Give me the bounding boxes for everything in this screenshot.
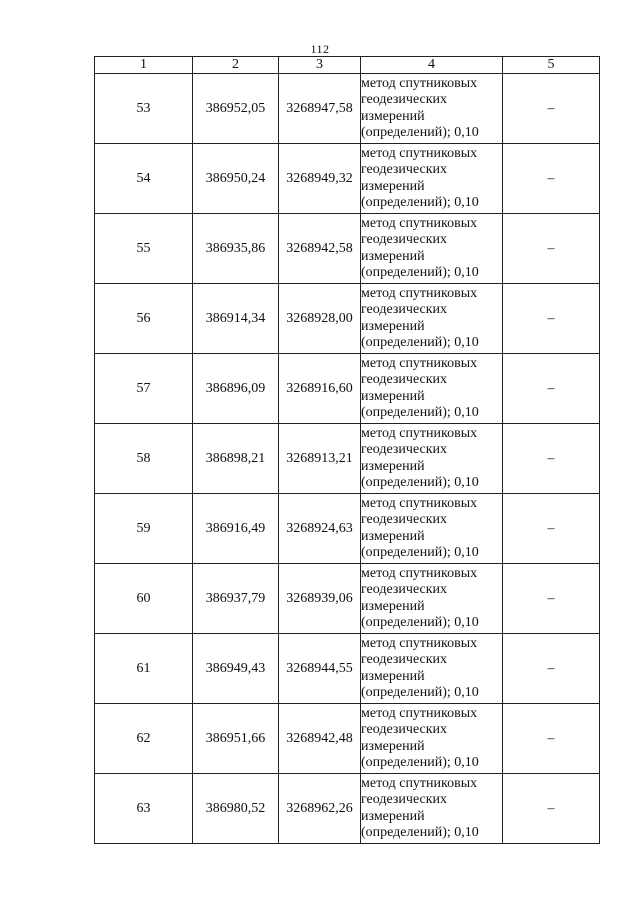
table-row xyxy=(95,214,600,284)
y-coordinate-cell: 3268944,55 xyxy=(279,634,361,704)
method-line: измерений xyxy=(361,738,425,754)
method-line: геодезических xyxy=(361,442,448,457)
method-line: измерений xyxy=(361,668,425,684)
x-coordinate-cell: 386916,49 xyxy=(193,494,279,564)
y-coordinate-cell: 3268947,58 xyxy=(279,74,361,144)
method-cell xyxy=(361,74,503,144)
table-body xyxy=(95,74,600,844)
note-cell: – xyxy=(503,74,600,144)
method-line: измерений xyxy=(361,248,425,264)
x-coordinate-cell: 386896,09 xyxy=(193,354,279,424)
method-cell xyxy=(361,354,503,424)
method-line: метод спутниковых xyxy=(361,355,478,371)
table-row xyxy=(95,704,600,774)
y-coordinate-cell: 3268949,32 xyxy=(279,144,361,214)
note-cell: – xyxy=(503,704,600,774)
method-line: (определений); 0,10 xyxy=(361,825,479,840)
table-row xyxy=(95,424,600,494)
column-header: 3 xyxy=(279,57,361,74)
note-cell: – xyxy=(503,214,600,284)
table-row xyxy=(95,564,600,634)
point-number-cell: 55 xyxy=(95,214,193,284)
method-cell xyxy=(361,774,503,844)
method-line: геодезических xyxy=(361,92,448,107)
method-line: метод спутниковых xyxy=(361,495,478,511)
table-header-row xyxy=(95,57,600,74)
point-number-cell: 63 xyxy=(95,774,193,844)
method-line: метод спутниковых xyxy=(361,145,478,161)
method-line: (определений); 0,10 xyxy=(361,615,479,630)
method-line: геодезических xyxy=(361,372,448,387)
note-cell: – xyxy=(503,774,600,844)
point-number-cell: 62 xyxy=(95,704,193,774)
table-row xyxy=(95,74,600,144)
x-coordinate-cell: 386949,43 xyxy=(193,634,279,704)
method-line: геодезических xyxy=(361,652,448,667)
method-cell xyxy=(361,424,503,494)
x-coordinate-cell: 386950,24 xyxy=(193,144,279,214)
column-header: 4 xyxy=(361,57,503,74)
method-line: геодезических xyxy=(361,582,448,597)
x-coordinate-cell: 386951,66 xyxy=(193,704,279,774)
point-number-cell: 56 xyxy=(95,284,193,354)
table-row xyxy=(95,144,600,214)
y-coordinate-cell: 3268939,06 xyxy=(279,564,361,634)
note-cell: – xyxy=(503,564,600,634)
column-header: 2 xyxy=(193,57,279,74)
point-number-cell: 61 xyxy=(95,634,193,704)
method-line: метод спутниковых xyxy=(361,775,478,791)
y-coordinate-cell: 3268913,21 xyxy=(279,424,361,494)
method-line: геодезических xyxy=(361,232,448,247)
method-cell xyxy=(361,284,503,354)
method-line: (определений); 0,10 xyxy=(361,125,479,140)
method-line: (определений); 0,10 xyxy=(361,265,479,280)
table-row xyxy=(95,354,600,424)
method-line: метод спутниковых xyxy=(361,635,478,651)
note-cell: – xyxy=(503,144,600,214)
method-cell xyxy=(361,704,503,774)
y-coordinate-cell: 3268962,26 xyxy=(279,774,361,844)
method-line: (определений); 0,10 xyxy=(361,335,479,350)
point-number-cell: 54 xyxy=(95,144,193,214)
y-coordinate-cell: 3268942,58 xyxy=(279,214,361,284)
method-line: измерений xyxy=(361,808,425,824)
method-line: метод спутниковых xyxy=(361,705,478,721)
method-line: измерений xyxy=(361,458,425,474)
point-number-cell: 58 xyxy=(95,424,193,494)
method-line: (определений); 0,10 xyxy=(361,755,479,770)
point-number-cell: 57 xyxy=(95,354,193,424)
x-coordinate-cell: 386980,52 xyxy=(193,774,279,844)
method-line: (определений); 0,10 xyxy=(361,475,479,490)
x-coordinate-cell: 386952,05 xyxy=(193,74,279,144)
note-cell: – xyxy=(503,424,600,494)
note-cell: – xyxy=(503,354,600,424)
note-cell: – xyxy=(503,634,600,704)
y-coordinate-cell: 3268928,00 xyxy=(279,284,361,354)
method-line: геодезических xyxy=(361,162,448,177)
method-line: измерений xyxy=(361,178,425,194)
table-row xyxy=(95,494,600,564)
method-cell xyxy=(361,144,503,214)
point-number-cell: 59 xyxy=(95,494,193,564)
page-number: 112 xyxy=(310,42,330,56)
method-cell xyxy=(361,564,503,634)
method-line: измерений xyxy=(361,318,425,334)
method-line: геодезических xyxy=(361,512,448,527)
y-coordinate-cell: 3268942,48 xyxy=(279,704,361,774)
point-number-cell: 53 xyxy=(95,74,193,144)
method-line: геодезических xyxy=(361,792,448,807)
method-cell xyxy=(361,634,503,704)
point-number-cell: 60 xyxy=(95,564,193,634)
column-header: 5 xyxy=(503,57,600,74)
x-coordinate-cell: 386937,79 xyxy=(193,564,279,634)
method-line: измерений xyxy=(361,598,425,614)
coordinates-table xyxy=(94,56,600,844)
method-line: метод спутниковых xyxy=(361,215,478,231)
method-line: метод спутниковых xyxy=(361,565,478,581)
x-coordinate-cell: 386914,34 xyxy=(193,284,279,354)
method-line: (определений); 0,10 xyxy=(361,405,479,420)
method-line: геодезических xyxy=(361,722,448,737)
method-line: измерений xyxy=(361,388,425,404)
note-cell: – xyxy=(503,494,600,564)
method-line: (определений); 0,10 xyxy=(361,685,479,700)
table-row xyxy=(95,774,600,844)
method-line: метод спутниковых xyxy=(361,425,478,441)
column-header: 1 xyxy=(95,57,193,74)
table-row xyxy=(95,634,600,704)
method-line: (определений); 0,10 xyxy=(361,195,479,210)
y-coordinate-cell: 3268916,60 xyxy=(279,354,361,424)
x-coordinate-cell: 386898,21 xyxy=(193,424,279,494)
note-cell: – xyxy=(503,284,600,354)
method-line: метод спутниковых xyxy=(361,75,478,91)
y-coordinate-cell: 3268924,63 xyxy=(279,494,361,564)
method-line: геодезических xyxy=(361,302,448,317)
table-row xyxy=(95,284,600,354)
method-line: метод спутниковых xyxy=(361,285,478,301)
method-line: измерений xyxy=(361,108,425,124)
method-line: (определений); 0,10 xyxy=(361,545,479,560)
method-line: измерений xyxy=(361,528,425,544)
x-coordinate-cell: 386935,86 xyxy=(193,214,279,284)
method-cell xyxy=(361,494,503,564)
method-cell xyxy=(361,214,503,284)
